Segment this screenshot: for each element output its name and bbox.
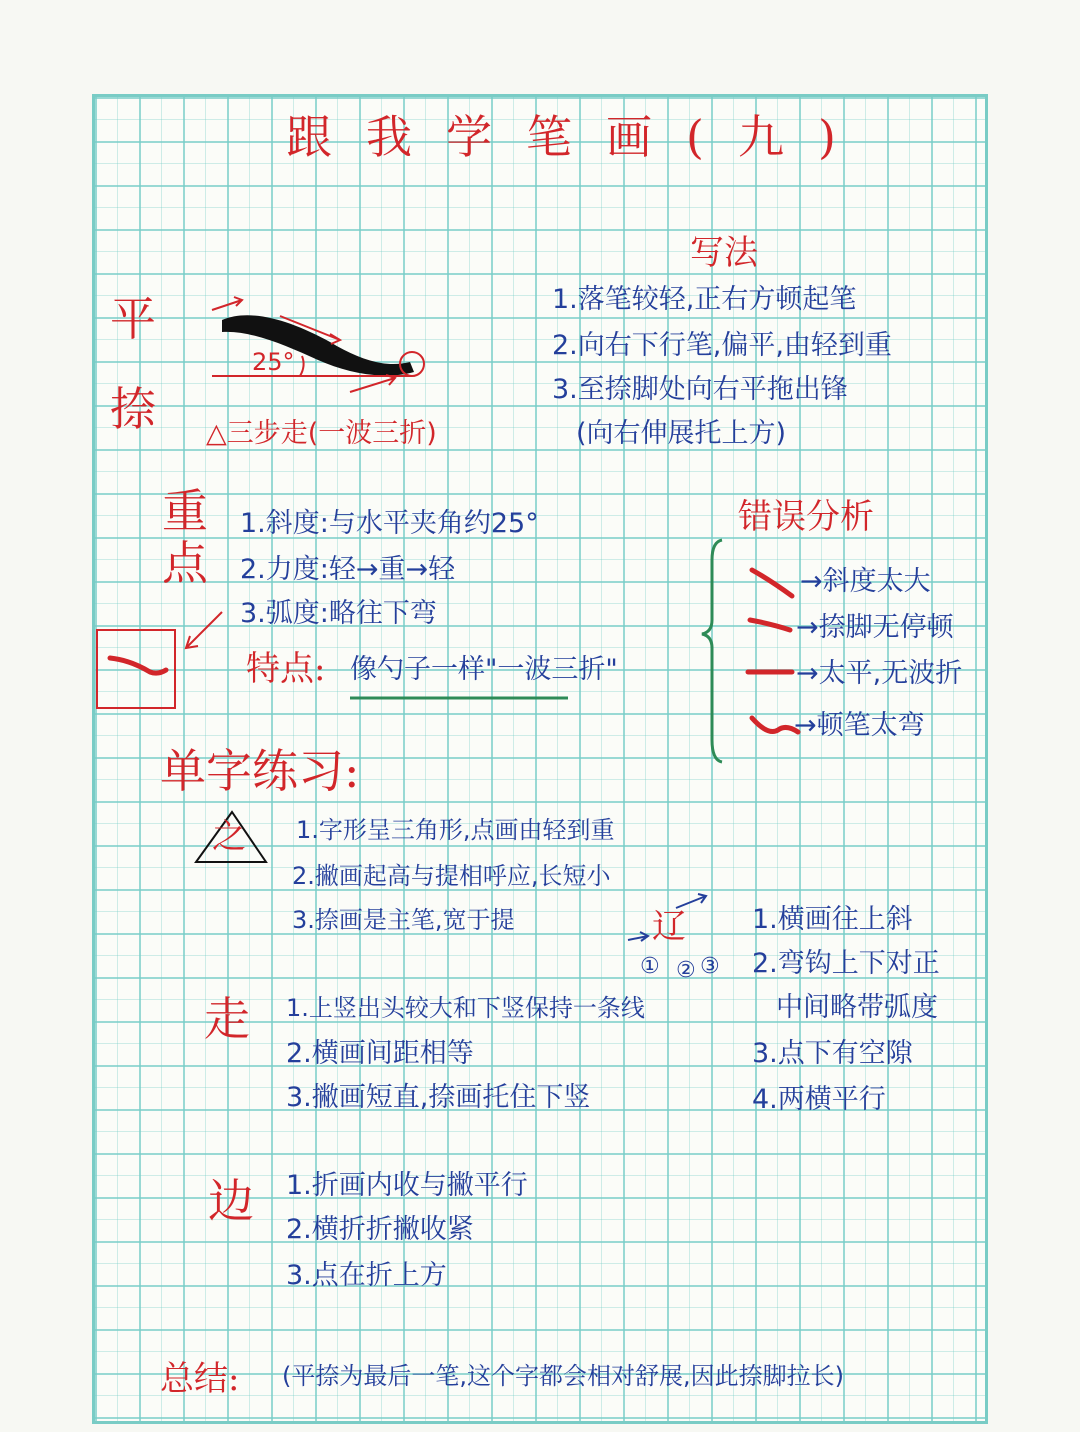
- bian-note-1: 1.折画内收与撇平行: [286, 1170, 528, 1201]
- zou-note-2: 2.横画间距相等: [286, 1038, 474, 1069]
- zou-note-3: 3.撇画短直,捺画托住下竖: [286, 1082, 591, 1113]
- liao-note-2: 2.弯钩上下对正: [752, 948, 940, 979]
- angle-arc: [300, 356, 304, 376]
- liao-mark-2: ②: [676, 958, 696, 983]
- key-item-3: 3.弧度:略往下弯: [240, 598, 437, 629]
- writing-step-2: 2.向右下行笔,偏平,由轻到重: [552, 330, 892, 361]
- liao-note-4: 3.点下有空隙: [752, 1038, 913, 1069]
- writing-step-1: 1.落笔较轻,正右方顿起笔: [552, 284, 857, 315]
- practice-char-zhi: 之: [212, 817, 246, 857]
- writing-step-3: 3.至捺脚处向右平拖出锋: [552, 374, 848, 405]
- error-item-4: →顿笔太弯: [794, 710, 925, 741]
- stroke-name-na: 捺: [110, 382, 156, 436]
- stroke-sample: [110, 658, 166, 673]
- feature-label: 特点:: [246, 649, 326, 689]
- error-stroke-2: [750, 620, 790, 630]
- error-stroke-4: [752, 718, 798, 732]
- summary-text: (平捺为最后一笔,这个字都会相对舒展,因此捺脚拉长): [282, 1362, 844, 1390]
- zhi-note-1: 1.字形呈三角形,点画由轻到重: [296, 816, 615, 844]
- zhi-note-3: 3.捺画是主笔,宽于提: [292, 906, 515, 934]
- practice-char-zou: 走: [204, 992, 250, 1046]
- bian-note-3: 3.点在折上方: [286, 1260, 447, 1291]
- liao-note-5: 4.两横平行: [752, 1084, 886, 1115]
- zhi-note-2: 2.撇画起高与提相呼应,长短小: [292, 862, 611, 890]
- key-item-1: 1.斜度:与水平夹角约25°: [240, 508, 539, 539]
- error-item-1: →斜度太大: [800, 566, 931, 597]
- error-heading: 错误分析: [738, 497, 874, 537]
- stroke-name-ping: 平: [110, 292, 156, 346]
- error-item-2: →捺脚无停顿: [796, 612, 954, 643]
- liao-note-1: 1.横画往上斜: [752, 904, 913, 935]
- flat-na-stroke: [222, 315, 414, 375]
- writing-heading: 写法: [690, 233, 758, 273]
- writing-step-4: (向右伸展托上方): [576, 418, 787, 449]
- error-item-3: →太平,无波折: [796, 658, 963, 689]
- side-char-liao: 辽: [652, 907, 686, 947]
- practice-heading: 单字练习:: [160, 744, 360, 798]
- steps-note: △三步走(一波三折): [206, 418, 437, 449]
- key-item-2: 2.力度:轻→重→轻: [240, 554, 456, 585]
- page-title: 跟我学笔画(九): [286, 110, 870, 164]
- key-label-bottom: 点: [162, 536, 208, 590]
- feature-text: 像勺子一样"一波三折": [350, 654, 618, 685]
- liao-note-3: 中间略带弧度: [776, 992, 938, 1023]
- bian-note-2: 2.横折折撇收紧: [286, 1214, 474, 1245]
- error-bracket: [702, 540, 722, 762]
- liao-mark-1: ①: [640, 954, 660, 979]
- key-label-top: 重: [162, 484, 208, 538]
- error-stroke-1: [752, 570, 792, 596]
- summary-label: 总结:: [160, 1359, 240, 1399]
- liao-mark-3: ③: [700, 954, 720, 979]
- pointer-arrow: [186, 612, 222, 648]
- angle-label: 25°: [252, 348, 295, 376]
- zou-note-1: 1.上竖出头较大和下竖保持一条线: [286, 994, 645, 1022]
- practice-char-bian: 边: [208, 1174, 254, 1228]
